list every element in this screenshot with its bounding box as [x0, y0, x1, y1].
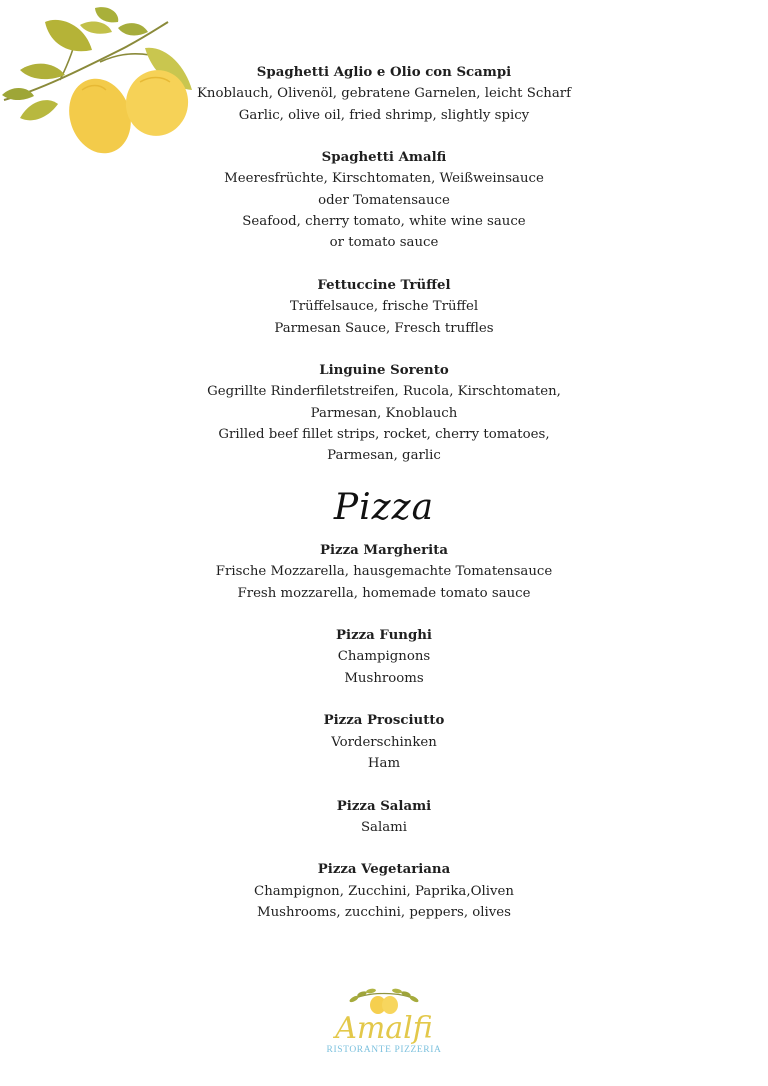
item-name: Linguine Sorento: [319, 363, 449, 379]
item-description: Fresh mozzarella, homemade tomato sauce: [237, 585, 531, 601]
item-description: Champignon, Zucchini, Paprika,Oliven: [254, 883, 514, 899]
item-description: Grilled beef fillet strips, rocket, cherry tomatoes,: [218, 427, 550, 443]
menu-item-pizza-vegetariana: [0, 859, 768, 923]
menu-item-pizza-salami: [0, 796, 768, 839]
menu-item-pizza-funghi: [0, 625, 768, 689]
item-name: Spaghetti Amalfi: [321, 150, 447, 166]
item-name: Fettuccine Trüffel: [317, 277, 451, 293]
item-description: Champignons: [337, 649, 431, 665]
item-name: Pizza Prosciutto: [323, 713, 445, 729]
item-description: Seafood, cherry tomato, white wine sauce: [242, 214, 526, 230]
menu-item-linguine-sorento: [0, 360, 768, 466]
menu-item-pizza-prosciutto: [0, 710, 768, 774]
item-description: Frische Mozzarella, hausgemachte Tomatensauce: [215, 564, 553, 580]
restaurant-logo: [320, 983, 448, 1078]
item-description: Salami: [360, 819, 408, 835]
menu-item-aglio-olio: [0, 62, 768, 126]
item-name: Pizza Margherita: [320, 542, 448, 558]
item-name: Pizza Vegetariana: [317, 862, 451, 878]
logo-subtitle: RISTORANTE PIZZERIA: [326, 1045, 442, 1055]
pizza-section: [0, 540, 768, 923]
item-name: Pizza Funghi: [336, 628, 432, 644]
item-description: Parmesan Sauce, Fresch truffles: [274, 320, 494, 336]
item-description: Parmesan, Knoblauch: [310, 405, 458, 421]
section-heading-pizza: Pizza: [333, 486, 435, 528]
item-name: Spaghetti Aglio e Olio con Scampi: [256, 65, 512, 80]
item-description: Ham: [367, 755, 401, 771]
item-description: Parmesan, garlic: [327, 448, 441, 464]
pasta-section: [0, 62, 768, 467]
item-description: Vorderschinken: [331, 734, 437, 750]
item-description: Mushrooms: [344, 670, 424, 686]
logo-name: Amalfi: [335, 1011, 433, 1046]
item-description: Trüffelsauce, frische Trüffel: [289, 299, 479, 315]
item-name: Pizza Salami: [336, 798, 432, 814]
item-description: Gegrillte Rinderfiletstreifen, Rucola, Kirschtomaten,: [207, 384, 561, 400]
menu-item-spaghetti-amalfi: [0, 147, 768, 253]
item-description: oder Tomatensauce: [318, 192, 450, 208]
menu-content: [0, 62, 768, 945]
menu-item-fettuccine-trueffel: [0, 275, 768, 339]
item-description: Knoblauch, Olivenöl, gebratene Garnelen, leicht Scharf: [196, 86, 572, 102]
item-description: Meeresfrüchte, Kirschtomaten, Weißweinsauce: [224, 171, 544, 187]
item-description: Garlic, olive oil, fried shrimp, slightly spicy: [238, 107, 530, 123]
item-description: or tomato sauce: [329, 235, 439, 251]
menu-item-pizza-margherita: [0, 540, 768, 604]
item-description: Mushrooms, zucchini, peppers, olives: [257, 904, 511, 920]
